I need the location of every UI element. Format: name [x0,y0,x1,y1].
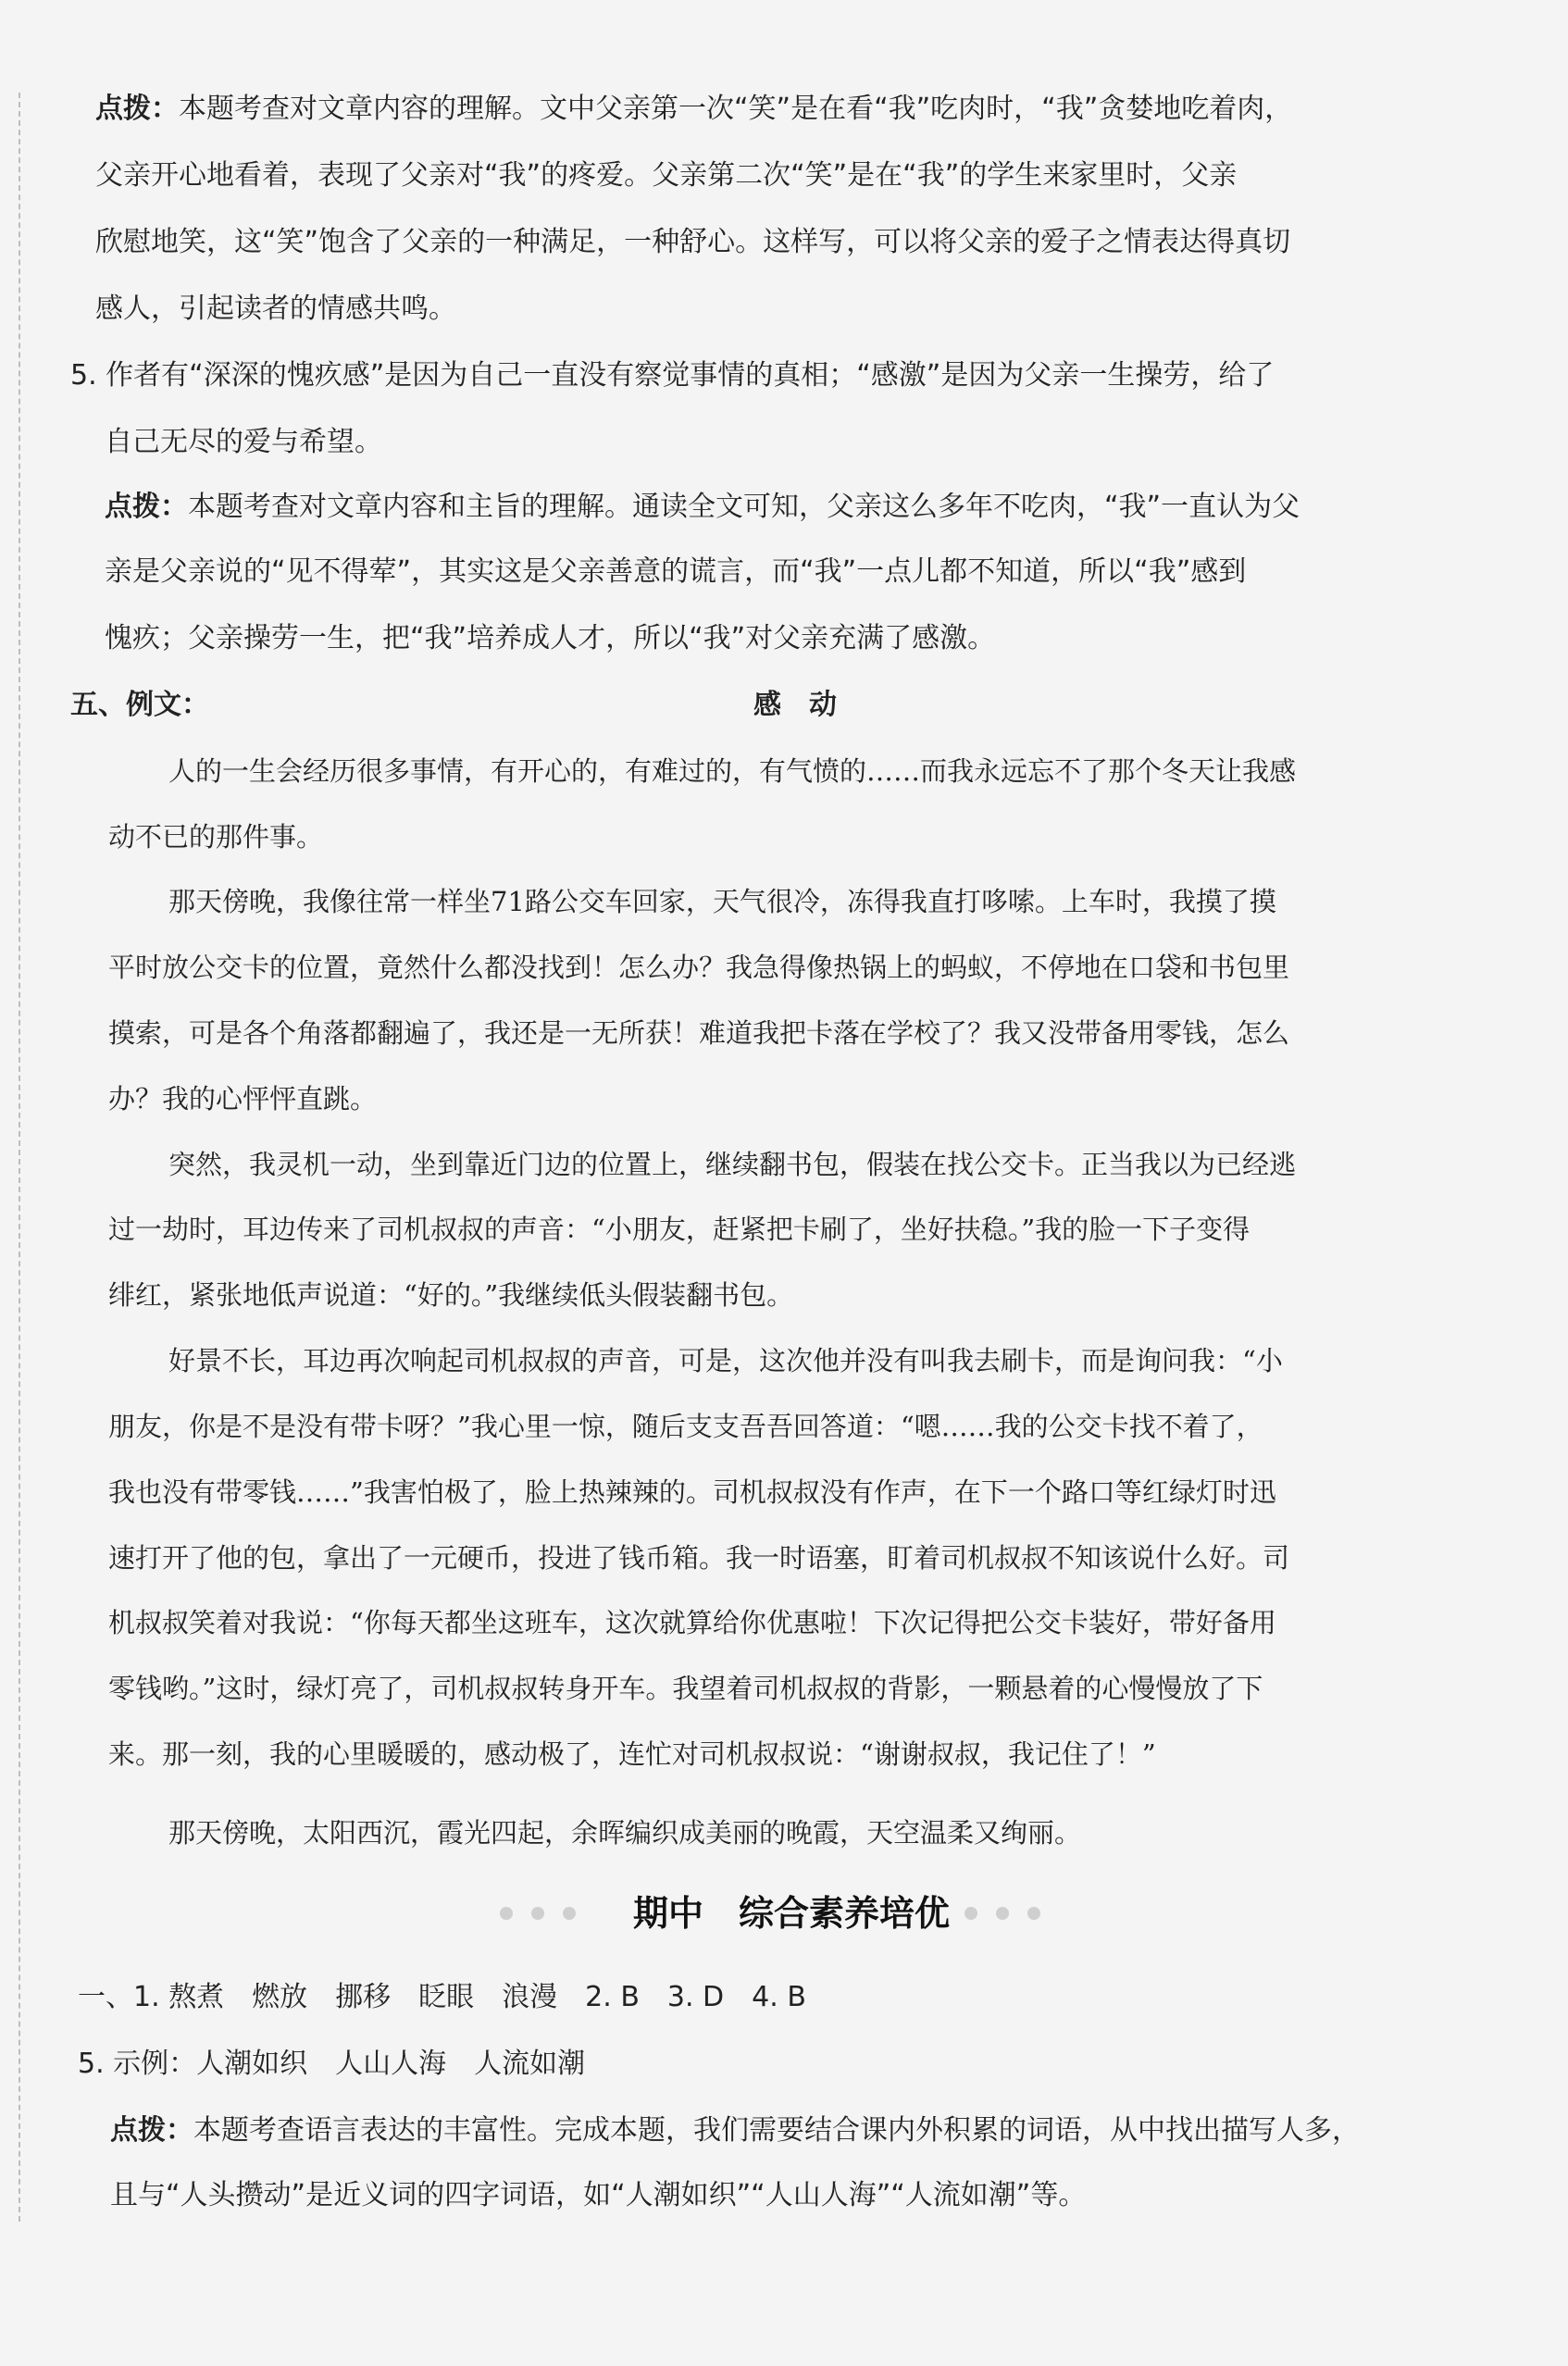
analysis-line: 父亲开心地看着，表现了父亲对“我”的疼爱。父亲第二次“笑”是在“我”的学生来家里时，父亲 [95,159,1238,192]
decorative-dot [964,1907,977,1920]
answer-5-line: 5. 作者有“深深的愧疚感”是因为自己一直没有察觉事情的真相；“感激”是因为父亲一生操劳，给了 [70,359,1275,392]
analysis-line: 感人，引起读者的情感共鸣。 [95,293,456,325]
section-5-label: 五、例文： [70,689,209,721]
essay-line: 来。那一刻，我的心里暖暖的，感动极了，连忙对司机叔叔说：“谢谢叔叔，我记住了！” [108,1738,1156,1770]
analysis-line: 点拨：本题考查对文章内容的理解。文中父亲第一次“笑”是在看“我”吃肉时，“我”贪婪地吃着肉， [95,93,1293,125]
essay-line: 机叔叔笑着对我说：“你每天都坐这班车，这次就算给你优惠啦！下次记得把公交卡装好，带好备用 [108,1607,1276,1638]
analysis-line: 且与“人头攒动”是近义词的四字词语，如“人潮如织”“人山人海”“人流如潮”等。 [110,2179,1087,2211]
analysis-line: 点拨：本题考查语言表达的丰富性。完成本题，我们需要结合课内外积累的词语，从中找出描写人多， [110,2114,1360,2147]
essay-line: 速打开了他的包，拿出了一元硬币，投进了钱币箱。我一时语塞，盯着司机叔叔不知该说什么好。司 [108,1542,1290,1574]
analysis-line: 点拨：本题考查对文章内容和主旨的理解。通读全文可知，父亲这么多年不吃肉，“我”一直认为父 [105,491,1300,523]
essay-line: 绯红，紧张地低声说道：“好的。”我继续低头假装翻书包。 [108,1279,794,1311]
essay-line: 动不已的那件事。 [108,821,324,853]
analysis-line: 愧疚；父亲操劳一生，把“我”培养成人才，所以“我”对父亲充满了感激。 [105,622,996,654]
essay-line: 过一劫时，耳边传来了司机叔叔的声音：“小朋友，赶紧把卡刷了，坐好扶稳。”我的脸一下子变得 [108,1214,1251,1245]
essay-line: 突然，我灵机一动，坐到靠近门边的位置上，继续翻书包，假装在找公交卡。正当我以为已经逃 [168,1149,1297,1180]
essay-line: 办？我的心怦怦直跳。 [108,1083,378,1115]
decorative-dot [1027,1907,1040,1920]
essay-line: 朋友，你是不是没有带卡呀？”我心里一惊，随后支支吾吾回答道：“嗯……我的公交卡找不着了， [108,1411,1263,1442]
essay-line: 摸索，可是各个角落都翻遍了，我还是一无所获！难道我把卡落在学校了？我又没带备用零钱，怎么 [108,1017,1290,1049]
analysis-label: 点拨： [110,2114,193,2147]
essay-line: 人的一生会经历很多事情，有开心的，有难过的，有气愤的……而我永远忘不了那个冬天让我感 [168,755,1297,787]
analysis-label: 点拨： [95,93,179,125]
essay-line: 好景不长，耳边再次响起司机叔叔的声音，可是，这次他并没有叫我去刷卡，而是询问我：“小 [168,1345,1283,1376]
midterm-title-bar [0,1890,1568,1936]
essay-title: 感 动 [753,689,837,721]
analysis-label: 点拨： [105,491,188,523]
decorative-dot [563,1907,576,1920]
answer-5-line: 自己无尽的爱与希望。 [105,426,382,458]
midterm-answer-1: 一、1. 熬煮 燃放 挪移 眨眼 浪漫 2. B 3. D 4. B [78,1981,806,2013]
decorative-dot [531,1907,544,1920]
analysis-line: 欣慰地笑，这“笑”饱含了父亲的一种满足，一种舒心。这样写，可以将父亲的爱子之情表达得真切 [95,226,1291,258]
essay-line: 那天傍晚，太阳西沉，霞光四起，余晖编织成美丽的晚霞，天空温柔又绚丽。 [168,1817,1082,1849]
midterm-title: 期中 综合素养培优 [632,1893,950,1934]
essay-line: 我也没有带零钱……”我害怕极了，脸上热辣辣的。司机叔叔没有作声，在下一个路口等红绿灯时迅 [108,1476,1276,1508]
essay-line: 零钱哟。”这时，绿灯亮了，司机叔叔转身开车。我望着司机叔叔的背影，一颗悬着的心慢慢放了下 [108,1673,1263,1704]
essay-line: 那天傍晚，我像往常一样坐71路公交车回家，天气很冷，冻得我直打哆嗦。上车时，我摸了摸 [168,886,1276,917]
decorative-dot [996,1907,1009,1920]
analysis-line: 亲是父亲说的“见不得荤”，其实这是父亲善意的谎言，而“我”一点儿都不知道，所以“我”感到 [105,555,1247,588]
decorative-dot [500,1907,513,1920]
essay-line: 平时放公交卡的位置，竟然什么都没找到！怎么办？我急得像热锅上的蚂蚁，不停地在口袋和书包里 [108,952,1290,983]
midterm-answer-5: 5. 示例：人潮如织 人山人海 人流如潮 [78,2048,586,2080]
